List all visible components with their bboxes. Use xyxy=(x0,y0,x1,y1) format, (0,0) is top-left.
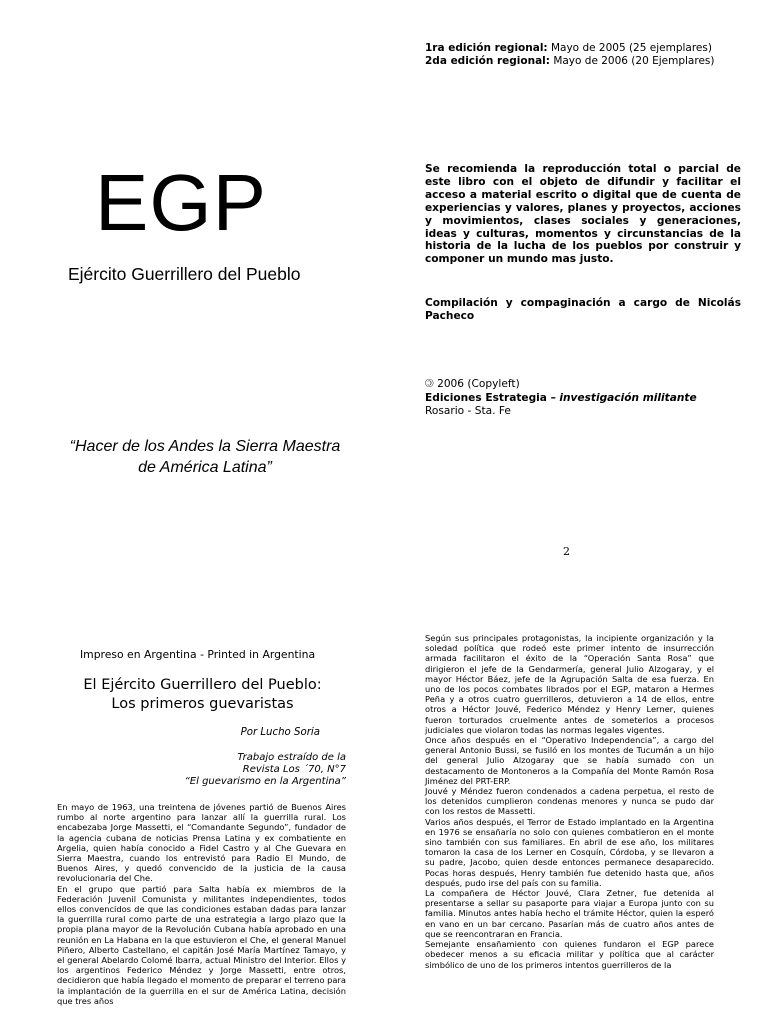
reproduction-notice: Se recomienda la reproducción total o parcial de este libro con el objeto de difundir y facilitar el acceso a material escrito o digital que de cuenta de experiencias y valores, planes y proyectos, acciones y movimientos, clases sociales y generaciones, ideas y culturas, momentos y circunstancias de la historia de la lucha de los pueblos por construir y componer un mundo mas justo. xyxy=(425,163,741,266)
edition-line-2: 2da edición regional: Mayo de 2006 (20 Ejemplares) xyxy=(425,55,715,67)
cover-subtitle: Ejército Guerrillero del Pueblo xyxy=(68,264,301,284)
paragraph: Semejante ensañamiento con quienes fundaron el EGP parece obedecer menos a su eficacia militar y política que al carácter simbólico de uno de los primeros intentos guerrilleros de la xyxy=(425,939,714,970)
copyleft-block xyxy=(425,378,697,419)
compilation-credit: Compilación y compaginación a cargo de Nicolás Pacheco xyxy=(425,297,741,322)
cover-quote: “Hacer de los Andes la Sierra Maestra de América Latina” xyxy=(69,438,341,476)
paragraph: La compañera de Héctor Jouvé, Clara Zetner, fue detenida al presentarse a sellar su pasaporte para viajar a Europa junto con su familia. Minutos antes había hecho el trámite Héctor, quien la esperó en vano en un bar cercano. Pasarían más de cuatro años antes de que se reencontraran en Francia. xyxy=(425,888,714,939)
edition-info xyxy=(425,42,745,68)
paragraph: Once años después en el “Operativo Independencia”, a cargo del general Antonio Bussi, se fusiló en los montes de Tucumán a un hijo del general Julio Alzogaray que se había sumado con un destacamento de Montoneros a la Compañía del Monte Ramón Rosa Jiménez del PRT-ERP. xyxy=(425,735,714,786)
edition-line-1: 1ra edición regional: Mayo de 2005 (25 ejemplares) xyxy=(425,42,712,54)
article-title: El Ejército Guerrillero del Pueblo: Los primeros guevaristas xyxy=(83,677,322,712)
article-source: Trabajo estraído de la Revista Los ´70, N°7 “El guevarismo en la Argentina” xyxy=(184,752,346,787)
printed-in-note: Impreso en Argentina - Printed in Argentina xyxy=(80,648,316,661)
page-number: 2 xyxy=(563,545,570,558)
article-body-left xyxy=(57,802,346,1006)
paragraph: En el grupo que partió para Salta había ex miembros de la Federación Juvenil Comunista y militantes independientes, todos ellos convencidos de que las condiciones estaban dadas para lanzar la guerrilla rural como parte de una estrategia a largo plazo que la propia plana mayor de la Revolución Cubana había aprobado en una reunión en La Habana en la que estuvieron el Che, el general Manuel Piñero, Alberto Castellano, el capitán José María Martínez Tamayo, y el general Abelardo Colomé Ibarra, actual Ministro del Interior. Ellos y los argentinos Federico Méndez y Jorge Massetti, entre otros, decidieron que había llegado el momento de preparar el terreno para la implantación de la guerrilla en el sur de América Latina, decisión que tres años xyxy=(57,883,347,1006)
publisher-line: Ediciones Estrategia – investigación militante xyxy=(425,391,697,404)
copyleft-line: 🄯 2006 (Copyleft) xyxy=(425,378,520,390)
paragraph: Varios años después, el Terror de Estado implantado en la Argentina en 1976 se ensañaría no solo con quienes combatieron en el monte sino también con sus familiares. En abril de ese año, los militares tomaron la casa de los Lerner en Cosquín, Córdoba, y se llevaron a su padre, Jacobo, quien desde entonces permanece desaparecido. Pocas horas después, Henry también fue detenido hasta que, años después, pudo irse del país con su familia. xyxy=(425,816,714,888)
copyleft-icon: 🄯 xyxy=(425,378,434,390)
paragraph: En mayo de 1963, una treintena de jóvenes partió de Buenos Aires rumbo al norte argentino para lanzar allí la guerrilla rural. Los encabezaba Jorge Massetti, el “Comandante Segundo”, fundador de la agencia cubana de noticias Prensa Latina y ex combatiente en Argelia, quien había conocido a Fidel Castro y al Che Guevara en Sierra Maestra, cuando los entrevistó para Radio El Mundo, de Buenos Aires, y quedó convencido de la justicia de la causa revolucionaria del Che. xyxy=(57,802,346,884)
paragraph: Según sus principales protagonistas, la incipiente organización y la soledad política que rodeó este primer intento de insurrección armada facilitaron el éxito de la “Operación Santa Rosa” que dirigieron el jefe de la Gendarmería, general Julio Alzogaray, y el mayor Héctor Báez, jefe de la Agrupación Salta de esa fuerza. En uno de los pocos combates librados por el EGP, mataron a Hermes Peña y a otros cuatro guerrilleros, detuvieron a 14 de ellos, entre otros a Héctor Jouvé, Federico Méndez y Henry Lerner, quienes fueron torturados cruelmente antes de someterlos a procesos judiciales que violaron todas las normas legales vigentes. xyxy=(425,633,714,735)
article-body-right xyxy=(425,633,714,970)
article-author: Por Lucho Soria xyxy=(240,727,320,738)
cover-title: EGP xyxy=(95,158,267,247)
paragraph: Jouvé y Méndez fueron condenados a cadena perpetua, el resto de los detenidos cumplieron condenas menores y nunca se pudo dar con los restos de Massetti. xyxy=(425,786,714,817)
city-line: Rosario - Sta. Fe xyxy=(425,405,511,417)
